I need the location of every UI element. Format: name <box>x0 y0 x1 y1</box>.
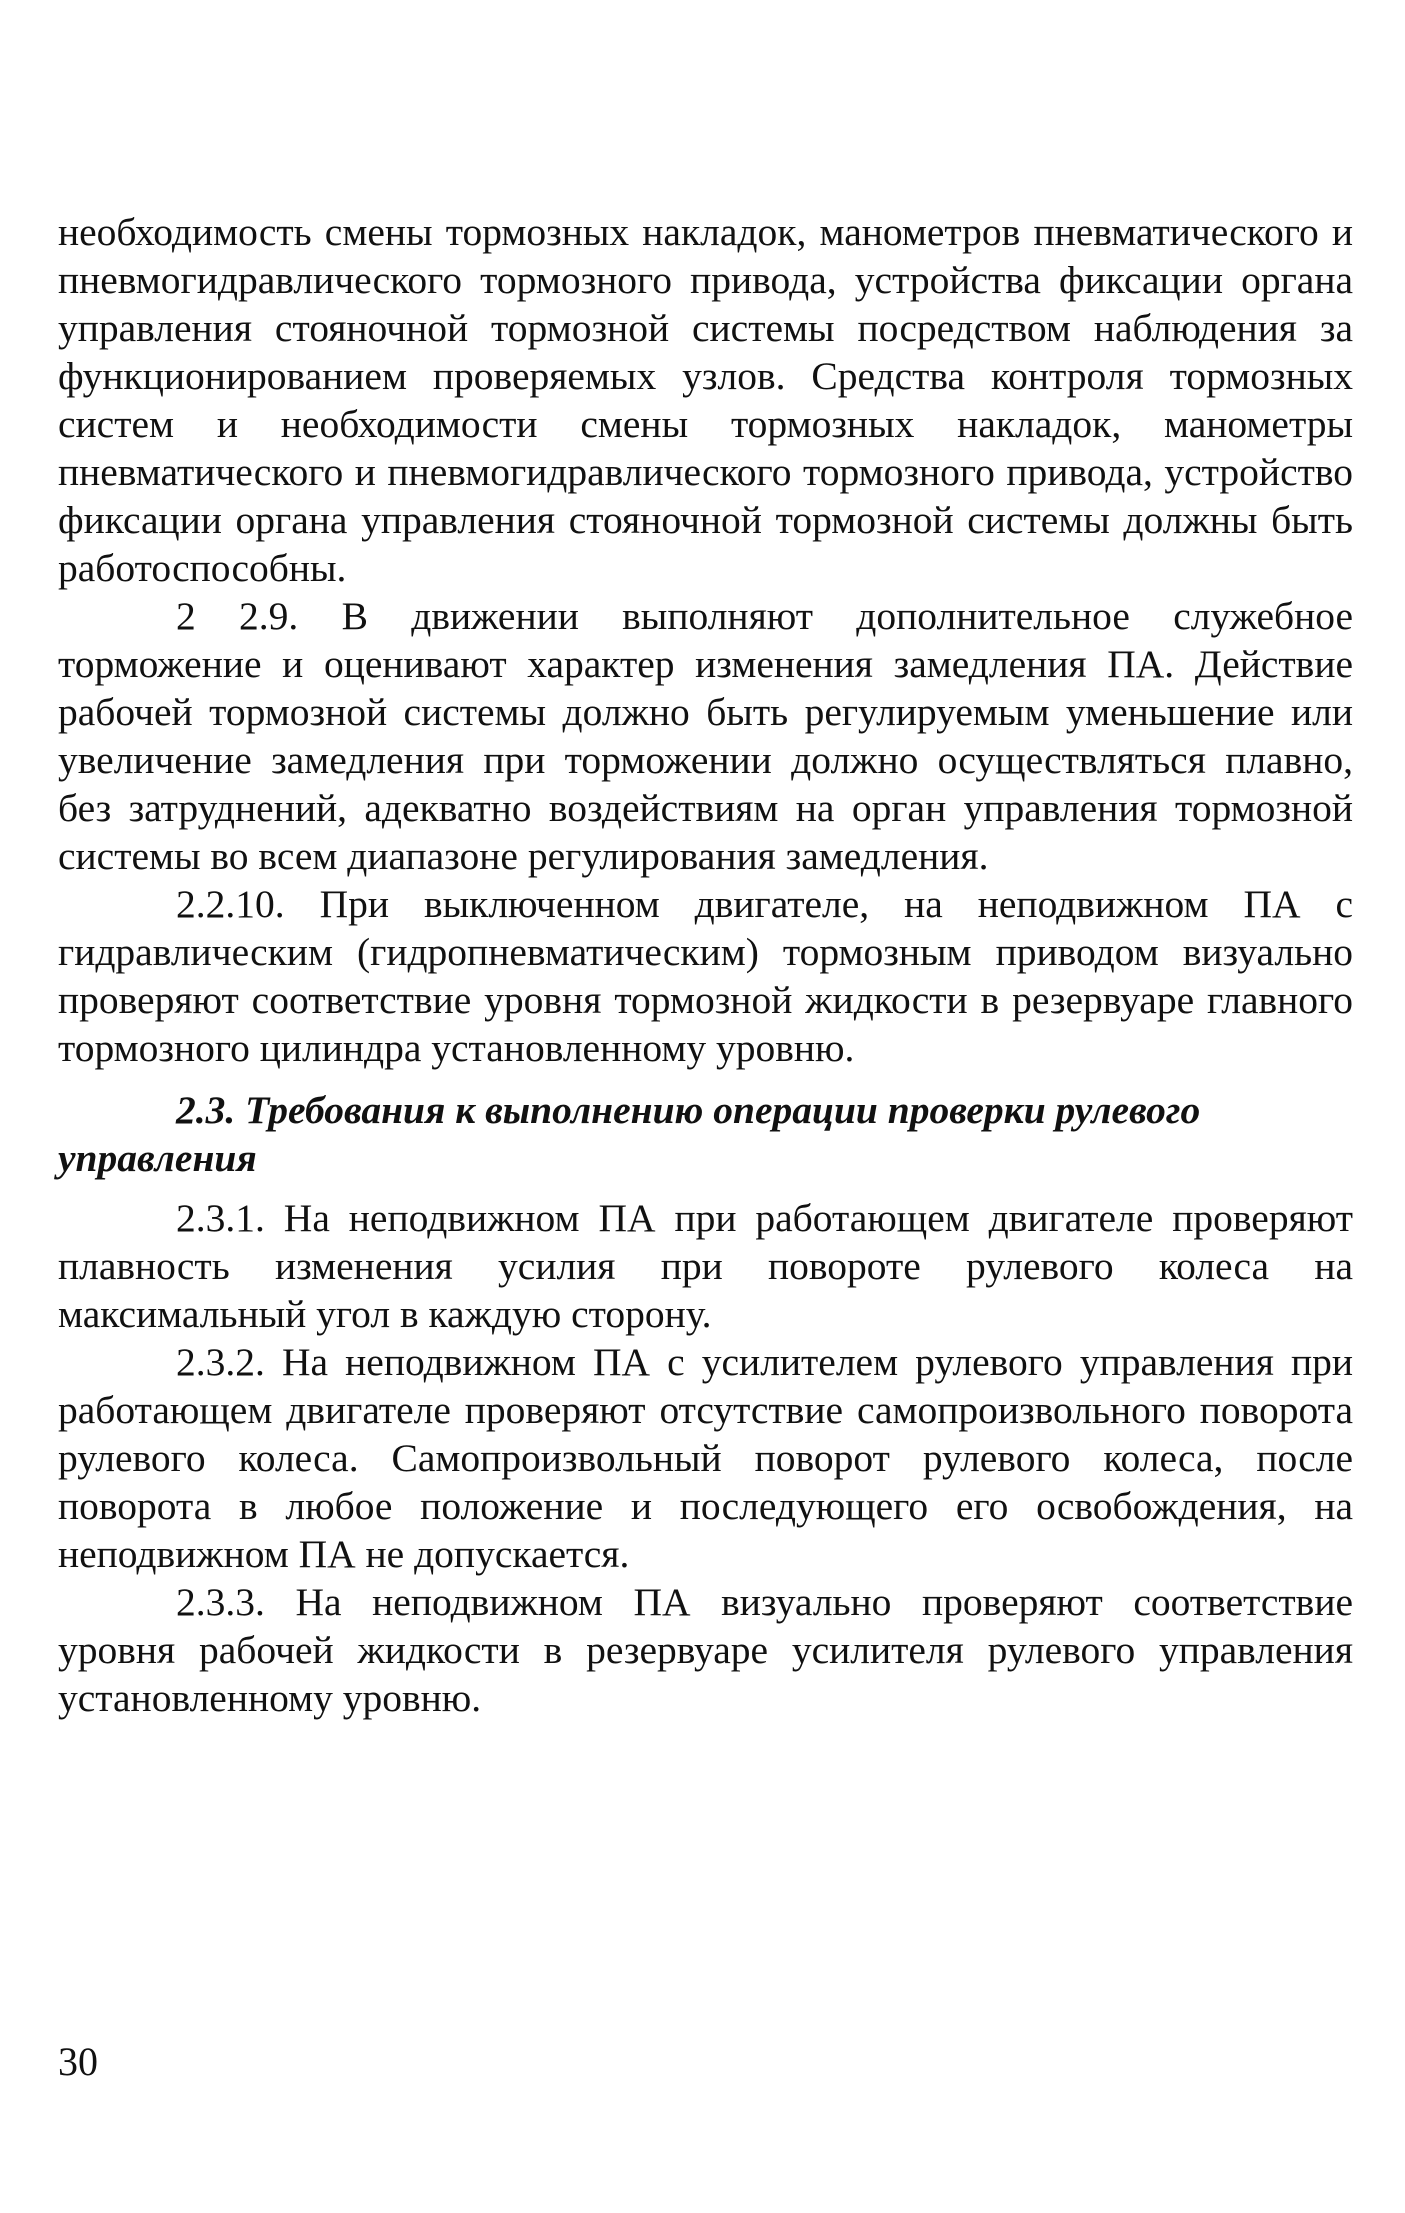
page-body <box>58 208 1353 1722</box>
page-number: 30 <box>58 2039 98 2084</box>
paragraph-brake-controls: необходимость смены тормозных накладок, манометров пневматического и пневмогидравлического тормозного привода, устройства фиксации органа управления стояночной тормозной системы посредством наблюдения за функционированием проверяемых узлов. Средства контроля тормозных систем и необходимости смены тормозных накладок, манометры пневматического и пневмогидравлического тормозного привода, устройство фиксации органа управления стояночной тормозной системы должны быть работоспособны. <box>58 210 1353 590</box>
paragraph-2-3-2: 2.3.2. На неподвижном ПА с усилителем рулевого управления при работающем двигателе проверяют отсутствие самопроизвольного поворота рулевого колеса. Самопроизвольный поворот рулевого колеса, после поворота в любое положение и последующего его освобождения, на неподвижном ПА не допускается. <box>58 1340 1353 1576</box>
paragraph-2-3-3: 2.3.3. На неподвижном ПА визуально проверяют соответствие уровня рабочей жидкости в резервуаре усилителя рулевого управления установленному уровню. <box>58 1580 1353 1720</box>
paragraph-2-3-1: 2.3.1. На неподвижном ПА при работающем двигателе проверяют плавность изменения усилия при повороте рулевого колеса на максимальный угол в каждую сторону. <box>58 1196 1353 1336</box>
paragraph-2-2-9: 2 2.9. В движении выполняют дополнительное служебное торможение и оценивают характер изменения замедления ПА. Действие рабочей тормозной системы должно быть регулируемым уменьшение или увеличение замедления при торможении должно осуществляться плавно, без затруднений, адекватно воздействиям на орган управления тормозной системы во всем диапазоне регулирования замедления. <box>58 594 1353 878</box>
section-heading-2-3: 2.3. Требования к выполнению операции проверки рулевого управления <box>58 1088 1201 1180</box>
paragraph-2-2-10: 2.2.10. При выключенном двигателе, на неподвижном ПА с гидравлическим (гидропневматическим) тормозным приводом визуально проверяют соответствие уровня тормозной жидкости в резервуаре главного тормозного цилиндра установленному уровню. <box>58 882 1353 1070</box>
